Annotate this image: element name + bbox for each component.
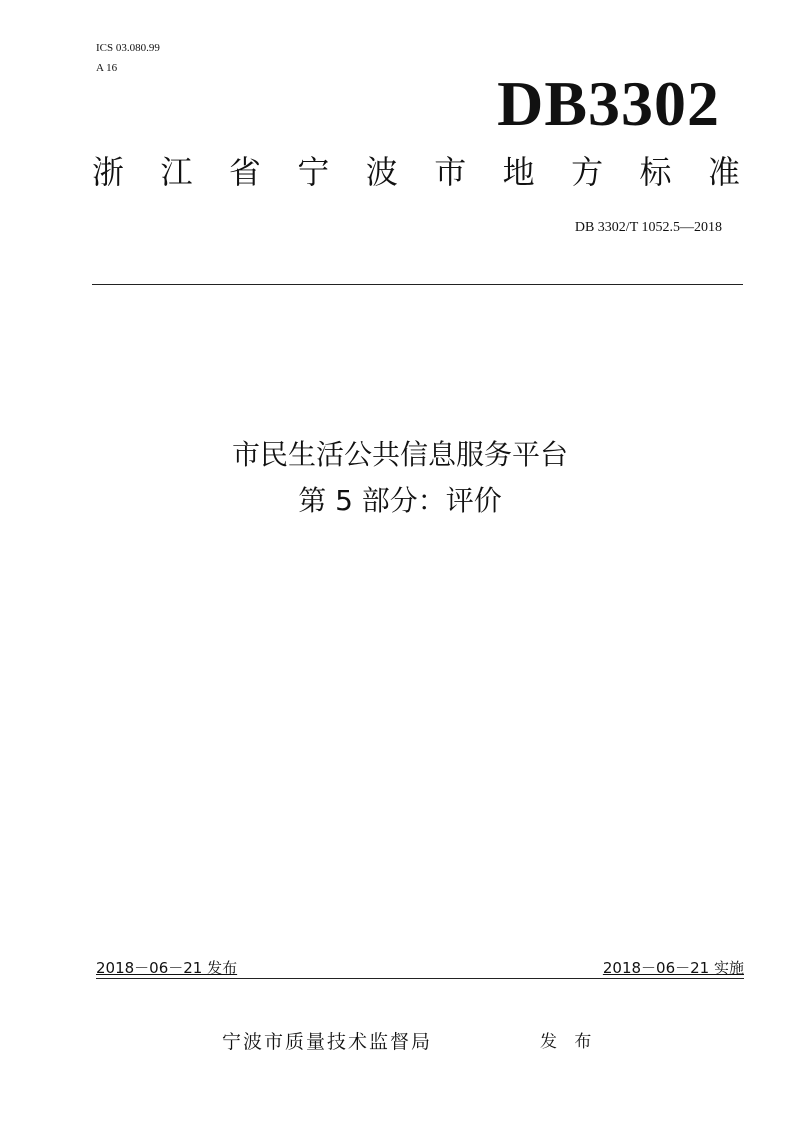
ics-code: ICS 03.080.99 xyxy=(96,42,160,54)
standard-title xyxy=(92,152,740,192)
classification-code: A 16 xyxy=(96,62,118,74)
standard-title-char: 浙 xyxy=(92,153,125,191)
document-subtitle: 第 5 部分：评价 xyxy=(298,484,502,517)
standard-title-char: 宁 xyxy=(297,153,330,191)
issue-label: 发 布 xyxy=(540,1032,598,1052)
standard-title-char: 方 xyxy=(571,153,604,191)
standard-title-char: 波 xyxy=(365,153,398,191)
standard-title-char: 准 xyxy=(707,153,740,191)
document-title: 市民生活公共信息服务平台 xyxy=(231,438,568,471)
issuing-authority: 宁波市质量技术监督局 xyxy=(222,1031,433,1053)
db-code-heading: DB3302 xyxy=(497,68,720,139)
implementation-date: 2018－06－21 实施 xyxy=(602,959,744,977)
standard-number: DB 3302/T 1052.5—2018 xyxy=(574,220,722,235)
standard-title-char: 标 xyxy=(639,153,672,191)
footer-divider xyxy=(96,978,744,979)
header-divider xyxy=(92,284,743,285)
standard-title-char: 地 xyxy=(502,153,535,191)
standard-title-char: 市 xyxy=(434,153,467,191)
standard-title-char: 省 xyxy=(228,153,261,191)
standard-title-char: 江 xyxy=(160,153,193,191)
issue-date: 2018－06－21 发布 xyxy=(96,959,238,977)
